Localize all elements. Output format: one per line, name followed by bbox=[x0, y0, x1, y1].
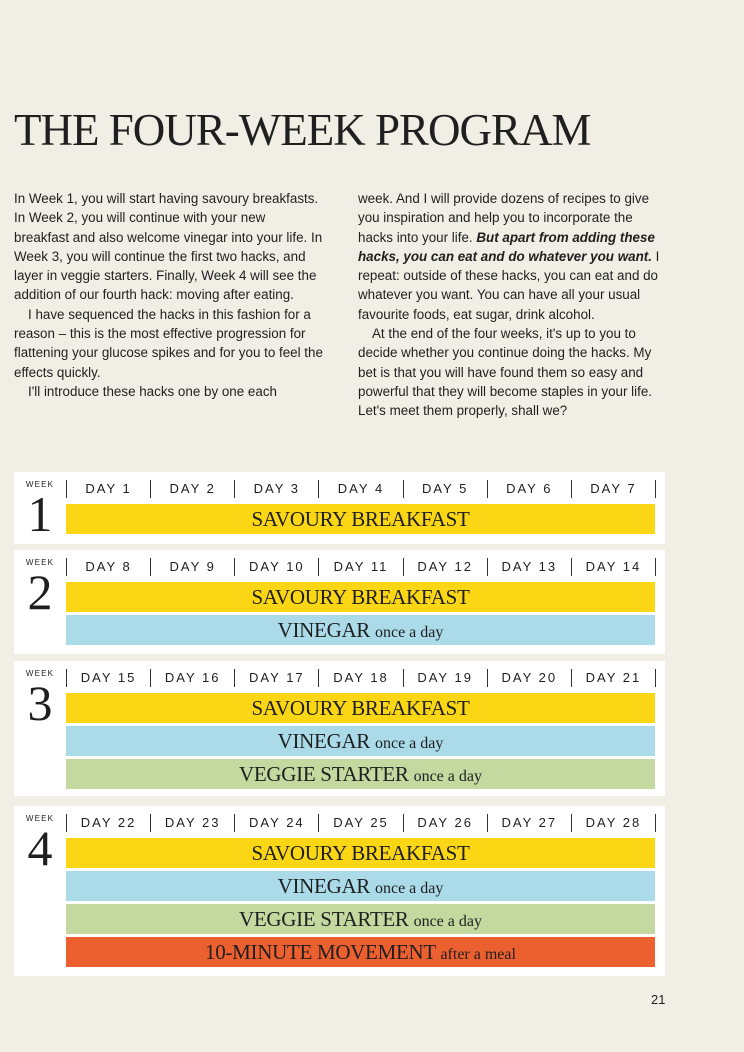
day-label: DAY 16 bbox=[150, 669, 234, 687]
day-label: DAY 1 bbox=[66, 480, 150, 498]
week-2-block bbox=[14, 550, 665, 654]
day-label: DAY 6 bbox=[487, 480, 571, 498]
day-label: DAY 10 bbox=[234, 558, 318, 576]
bar-label: VEGGIE STARTER bbox=[239, 907, 409, 931]
day-label: DAY 5 bbox=[403, 480, 487, 498]
savoury-breakfast-bar bbox=[66, 582, 655, 612]
day-label: DAY 19 bbox=[403, 669, 487, 687]
day-label: DAY 18 bbox=[318, 669, 402, 687]
vinegar-bar bbox=[66, 871, 655, 901]
week-label: WEEK bbox=[25, 558, 55, 567]
day-label: DAY 13 bbox=[487, 558, 571, 576]
bar-sublabel: once a day bbox=[374, 880, 444, 897]
bar-label: SAVOURY BREAKFAST bbox=[251, 507, 470, 531]
vinegar-bar bbox=[66, 615, 655, 645]
week-number: 1 bbox=[27, 486, 53, 542]
bar-label: 10-MINUTE MOVEMENT bbox=[205, 940, 436, 964]
day-label: DAY 3 bbox=[234, 480, 318, 498]
savoury-breakfast-bar bbox=[66, 838, 655, 868]
bar-label: SAVOURY BREAKFAST bbox=[251, 585, 470, 609]
week-label: WEEK bbox=[25, 814, 55, 823]
day-label: DAY 24 bbox=[234, 814, 318, 832]
paragraph: In Week 1, you will start having savoury breakfasts. In Week 2, you will continue with your new breakfast and also welcome vinegar into your life. In Week 3, you will continue the first two hacks, and layer in veggie starters. Finally, Week 4 will see the addition of our fourth hack: moving after eating. bbox=[14, 191, 323, 303]
paragraph: I'll introduce these hacks one by one each bbox=[28, 383, 277, 399]
bar-label: SAVOURY BREAKFAST bbox=[251, 696, 470, 720]
week-4-block bbox=[14, 806, 665, 976]
body-column-right bbox=[358, 189, 666, 421]
day-label: DAY 14 bbox=[571, 558, 656, 576]
day-label: DAY 7 bbox=[571, 480, 656, 498]
paragraph-text: I repeat: outside of these hacks, you can eat and do whatever you want. You can have all your usual favourite foods, eat sugar, drink alcohol. bbox=[358, 248, 660, 322]
bar-sublabel: once a day bbox=[374, 735, 444, 752]
bar-label: SAVOURY BREAKFAST bbox=[251, 841, 470, 865]
week-number: 3 bbox=[27, 675, 53, 731]
paragraph bbox=[358, 189, 666, 324]
savoury-breakfast-bar bbox=[66, 693, 655, 723]
body-column-left bbox=[14, 189, 324, 401]
bar-label: VINEGAR bbox=[277, 618, 371, 642]
bar-label: VEGGIE STARTER bbox=[239, 762, 409, 786]
day-label: DAY 11 bbox=[318, 558, 402, 576]
day-label: DAY 4 bbox=[318, 480, 402, 498]
page-number: 21 bbox=[651, 992, 666, 1007]
day-row bbox=[66, 669, 656, 687]
week-label: WEEK bbox=[25, 669, 55, 678]
paragraph: At the end of the four weeks, it's up to you to decide whether you continue doing the hacks. My bet is that you will have found them so easy and powerful that they will become staples in your life. Let's meet them properly, shall we? bbox=[358, 326, 652, 419]
week-3-block bbox=[14, 661, 665, 796]
day-row bbox=[66, 814, 656, 832]
day-row bbox=[66, 558, 656, 576]
day-label: DAY 28 bbox=[571, 814, 656, 832]
day-label: DAY 15 bbox=[66, 669, 150, 687]
bar-sublabel: once a day bbox=[374, 624, 444, 641]
vinegar-bar bbox=[66, 726, 655, 756]
paragraph: I have sequenced the hacks in this fashion for a reason – this is the most effective progression for flattening your glucose spikes and for you to feel the effects quickly. bbox=[14, 306, 323, 380]
bar-label: VINEGAR bbox=[277, 874, 371, 898]
week-number: 2 bbox=[27, 564, 53, 620]
day-label: DAY 23 bbox=[150, 814, 234, 832]
veggie-starter-bar bbox=[66, 904, 655, 934]
day-label: DAY 17 bbox=[234, 669, 318, 687]
bar-sublabel: once a day bbox=[413, 768, 482, 785]
day-label: DAY 20 bbox=[487, 669, 571, 687]
day-row bbox=[66, 480, 656, 498]
week-number: 4 bbox=[27, 820, 53, 876]
week-label: WEEK bbox=[25, 480, 55, 489]
day-label: DAY 27 bbox=[487, 814, 571, 832]
veggie-starter-bar bbox=[66, 759, 655, 789]
movement-bar bbox=[66, 937, 655, 967]
bar-label: VINEGAR bbox=[277, 729, 371, 753]
day-label: DAY 25 bbox=[318, 814, 402, 832]
day-label: DAY 22 bbox=[66, 814, 150, 832]
savoury-breakfast-bar bbox=[66, 504, 655, 534]
day-label: DAY 21 bbox=[571, 669, 656, 687]
page-title: THE FOUR-WEEK PROGRAM bbox=[14, 105, 591, 155]
emphasis-text: But apart from adding these hacks, you can eat and do whatever you want. bbox=[358, 229, 655, 264]
paragraph-text: week. And I will provide dozens of recipes to give you inspiration and help you to incorporate the hacks into your life. bbox=[358, 191, 650, 245]
bar-sublabel: once a day bbox=[413, 913, 482, 930]
day-label: DAY 9 bbox=[150, 558, 234, 576]
day-label: DAY 8 bbox=[66, 558, 150, 576]
day-label: DAY 2 bbox=[150, 480, 234, 498]
day-label: DAY 12 bbox=[403, 558, 487, 576]
day-label: DAY 26 bbox=[403, 814, 487, 832]
week-1-block bbox=[14, 472, 665, 544]
bar-sublabel: after a meal bbox=[440, 946, 516, 963]
